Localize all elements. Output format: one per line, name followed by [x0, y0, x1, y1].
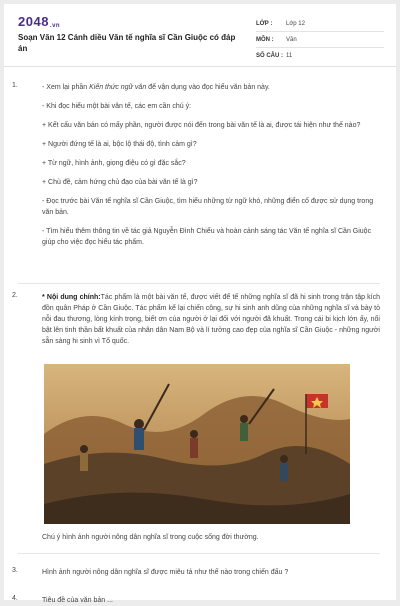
question-1-content: [42, 82, 380, 256]
q1-line-7: - Đọc trước bài Văn tế nghĩa sĩ Cần Giuộc, tìm hiểu những từ ngữ khó, những điển cố được sử dụng trong văn bản.: [42, 198, 374, 216]
question-2-number: 2.: [12, 292, 18, 299]
q1-line-5: + Từ ngữ, hình ảnh, giọng điệu có gì đặc sắc?: [42, 160, 186, 167]
q1-line-1: - Xem lại phần Kiến thức ngữ văn để vận dụng vào đọc hiểu văn bản này.: [42, 84, 270, 91]
q2-label: * Nội dung chính:: [42, 294, 101, 301]
painting-caption: Chú ý hình ảnh người nông dân nghĩa sĩ trong cuộc sống đời thường.: [42, 534, 259, 541]
question-1-number: 1.: [12, 82, 18, 89]
section-divider: [18, 283, 380, 284]
battle-painting: [44, 364, 350, 524]
q2-text: Tác phẩm là một bài văn tế, được viết để tế những nghĩa sĩ đã hi sinh trong trận tập kích đồn quân Pháp ở Cần Giuộc. Tác phẩm kể lại chiến công, sự hi sinh anh dũng của những nghĩa sĩ và bày tỏ nỗi đau thương, lòng kính trọng, biết ơn của người ở lại đối với người đã khuất. Trong cái bi kịch lớn ấy, nổi bật lên tinh thần bất khuất của nhân dân Nam Bộ và lí tưởng cao đẹp của nghĩa sĩ Cần Giuộc - những người sẵn sàng hi sinh vì Tổ quốc.: [42, 294, 380, 345]
battle-painting-illustration: [44, 364, 350, 524]
question-4-number: 4.: [12, 595, 18, 602]
q1-line-3: + Kết cấu văn bản có mấy phần, người được nói đến trong bài văn tế là ai, được tái hiện như thế nào?: [42, 122, 361, 129]
document-meta: [256, 16, 384, 63]
question-3-number: 3.: [12, 567, 18, 574]
header-divider: [4, 66, 396, 67]
q1-line-8: - Tìm hiểu thêm thông tin về tác giả Nguyễn Đình Chiểu và hoàn cảnh sáng tác Văn tế nghĩa sĩ Cần Giuộc giúp cho việc đọc hiểu tác phẩm.: [42, 228, 372, 246]
q1-line-6: + Chủ đề, cảm hứng chủ đạo của bài văn tế là gì?: [42, 179, 198, 186]
document-title: Soạn Văn 12 Cánh diều Văn tế nghĩa sĩ Cần Giuộc có đáp án: [18, 33, 236, 53]
question-4-content: Tiêu đề của văn bản ...: [42, 597, 113, 604]
meta-subject: MÔN : Văn: [256, 32, 384, 48]
meta-class: LỚP : Lớp 12: [256, 16, 384, 32]
q1-line-4: + Người đứng tế là ai, bộc lộ thái độ, tình cảm gì?: [42, 141, 197, 148]
site-logo[interactable]: 2048.vn: [18, 14, 61, 29]
question-2-content: [42, 292, 380, 347]
q1-line-2: - Khi đọc hiểu một bài văn tế, các em cần chú ý:: [42, 103, 192, 110]
section-divider: [18, 553, 380, 554]
document-page: [4, 4, 396, 604]
document-header: [4, 4, 396, 66]
meta-question-count: SỐ CÂU : 11: [256, 52, 293, 59]
question-3-content: Hình ảnh người nông dân nghĩa sĩ được miêu tả như thế nào trong chiến đấu ?: [42, 569, 289, 576]
